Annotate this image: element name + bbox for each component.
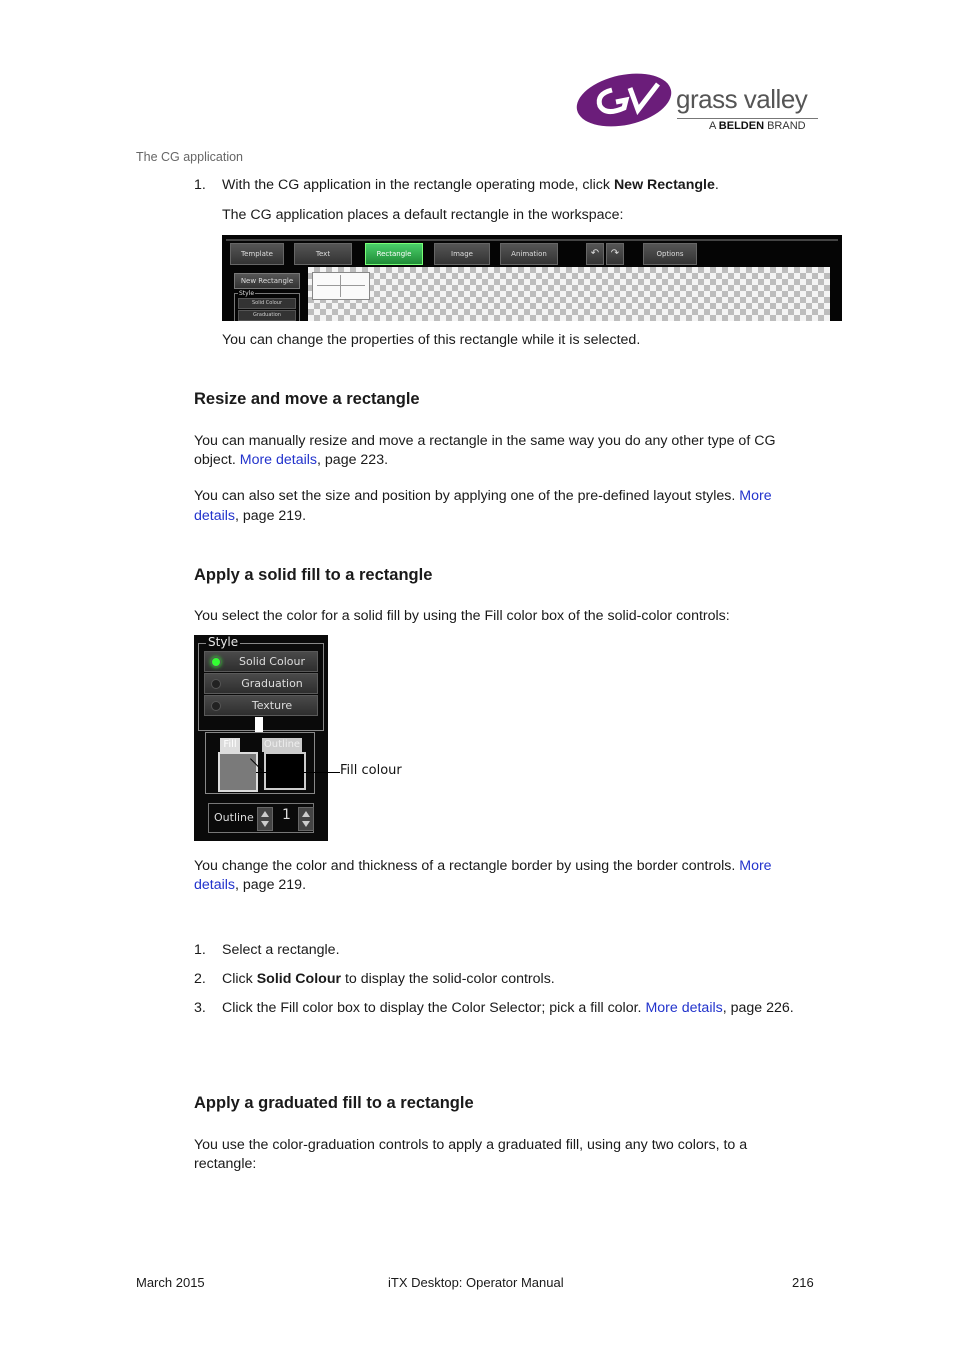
default-rectangle[interactable]	[312, 272, 370, 300]
outline-label: Outline	[214, 811, 254, 824]
border-p-text: You change the color and thickness of a rectangle border by using the border controls.	[194, 858, 740, 874]
logo-tagline-prefix: A	[709, 120, 716, 132]
template-button[interactable]: Template	[230, 243, 284, 265]
graduation-mini-button[interactable]: Graduation	[238, 310, 296, 321]
more-details-link[interactable]: More	[739, 858, 772, 874]
graduated-p-line1: You use the color-graduation controls to apply a graduated fill, using any two colors, to a	[194, 1137, 748, 1153]
text-button[interactable]: Text	[294, 243, 352, 265]
graduated-p-line2: rectangle:	[194, 1156, 257, 1172]
fill-colour-callout: Fill colour	[340, 763, 402, 778]
resize-p2-text: You can also set the size and position by applying one of the pre-defined layout styles.	[194, 488, 740, 504]
rectangle-button[interactable]: Rectangle	[365, 243, 423, 265]
logo-divider	[677, 118, 818, 119]
resize-p1-page: , page 223.	[317, 452, 389, 468]
border-p-line2	[194, 875, 306, 895]
fill-tab: Fill	[220, 738, 240, 752]
heading-solid-fill: Apply a solid fill to a rectangle	[194, 566, 433, 584]
resize-p2-line1	[194, 486, 772, 506]
border-p-page: , page 219.	[235, 877, 307, 893]
more-details-link[interactable]: details	[194, 508, 236, 524]
step-1-result: The CG application places a default rectangle in the workspace:	[222, 207, 624, 223]
step-1-text-b: .	[714, 177, 719, 193]
solid-step-2-bold: Solid Colour	[256, 971, 342, 987]
footer-page-number: 216	[792, 1275, 814, 1290]
thickness-spinner-icon[interactable]	[298, 807, 314, 831]
resize-p1-text: object.	[194, 452, 240, 468]
outline-spinner-icon[interactable]	[257, 807, 273, 831]
step-number: 3.	[194, 1000, 206, 1016]
logo-tagline-suffix: BRAND	[767, 120, 806, 132]
solid-step-2-a: Click	[222, 971, 257, 987]
logo-tagline	[709, 120, 806, 132]
running-header: The CG application	[136, 150, 244, 164]
solid-intro: You select the color for a solid fill by using the Fill color box of the solid-color controls:	[194, 608, 730, 624]
step-1-bold: New Rectangle	[613, 177, 715, 193]
more-details-link[interactable]: details	[194, 877, 236, 893]
resize-p2-line2	[194, 506, 306, 526]
heading-resize: Resize and move a rectangle	[194, 390, 420, 408]
solid-step-1: Select a rectangle.	[222, 942, 340, 958]
solid-step-3	[222, 998, 794, 1018]
solid-colour-mini-button[interactable]: Solid Colour	[238, 298, 296, 309]
redo-icon[interactable]: ↷	[606, 243, 624, 265]
more-details-link[interactable]: More details	[645, 1000, 723, 1016]
footer-title: iTX Desktop: Operator Manual	[388, 1275, 564, 1290]
new-rectangle-button[interactable]: New Rectangle	[234, 273, 300, 289]
style-panel-screenshot	[194, 635, 328, 841]
logo-wordmark: grass valley	[676, 84, 808, 114]
callout-line	[256, 772, 340, 773]
solid-step-3-b: , page 226.	[722, 1000, 794, 1016]
texture-button[interactable]	[204, 695, 318, 716]
grass-valley-logo-icon	[574, 72, 678, 128]
workspace-canvas[interactable]	[308, 267, 830, 321]
options-button[interactable]: Options	[643, 243, 697, 265]
image-button[interactable]: Image	[434, 243, 490, 265]
outline-color-box[interactable]	[264, 752, 306, 790]
solid-step-2	[222, 969, 555, 989]
active-led-icon	[211, 657, 221, 667]
step-1-after: You can change the properties of this rectangle while it is selected.	[222, 332, 641, 348]
cg-toolbar-screenshot	[222, 235, 842, 321]
inactive-led-icon	[211, 679, 221, 689]
step-1-text-a: With the CG application in the rectangle operating mode, click	[222, 177, 614, 193]
resize-p2-page: , page 219.	[235, 508, 307, 524]
border-p-line1	[194, 856, 772, 876]
step-number: 2.	[194, 971, 206, 987]
more-details-link[interactable]: More details	[239, 452, 318, 468]
solid-step-3-a: Click the Fill color box to display the Color Selector; pick a fill color.	[222, 1000, 646, 1016]
graduation-button[interactable]	[204, 673, 318, 694]
step-number: 1.	[194, 942, 206, 958]
animation-button[interactable]: Animation	[500, 243, 558, 265]
footer-date: March 2015	[136, 1275, 205, 1290]
inactive-led-icon	[211, 701, 221, 711]
solid-colour-label: Solid Colour	[239, 655, 305, 668]
style-label: Style	[239, 290, 255, 297]
resize-p1-line1: You can manually resize and move a rectangle in the same way you do any other type of CG	[194, 433, 776, 449]
solid-step-2-b: to display the solid-color controls.	[341, 971, 555, 987]
resize-p1-line2	[194, 450, 388, 470]
outline-thickness-value: 1	[282, 807, 291, 823]
solid-colour-button[interactable]	[204, 651, 318, 672]
step-1-text	[222, 175, 719, 195]
logo-tagline-brand: BELDEN	[718, 120, 765, 132]
toolbar-top-line	[226, 239, 838, 241]
undo-icon[interactable]: ↶	[586, 243, 604, 265]
fill-color-box[interactable]	[218, 752, 258, 792]
heading-graduated-fill: Apply a graduated fill to a rectangle	[194, 1094, 474, 1112]
step-number: 1.	[194, 177, 206, 193]
outline-tab: Outline	[263, 739, 301, 750]
style-panel-label: Style	[208, 635, 239, 649]
more-details-link[interactable]: More	[739, 488, 772, 504]
panel-connector	[255, 717, 263, 733]
texture-label: Texture	[251, 699, 293, 712]
graduation-label: Graduation	[241, 677, 303, 690]
